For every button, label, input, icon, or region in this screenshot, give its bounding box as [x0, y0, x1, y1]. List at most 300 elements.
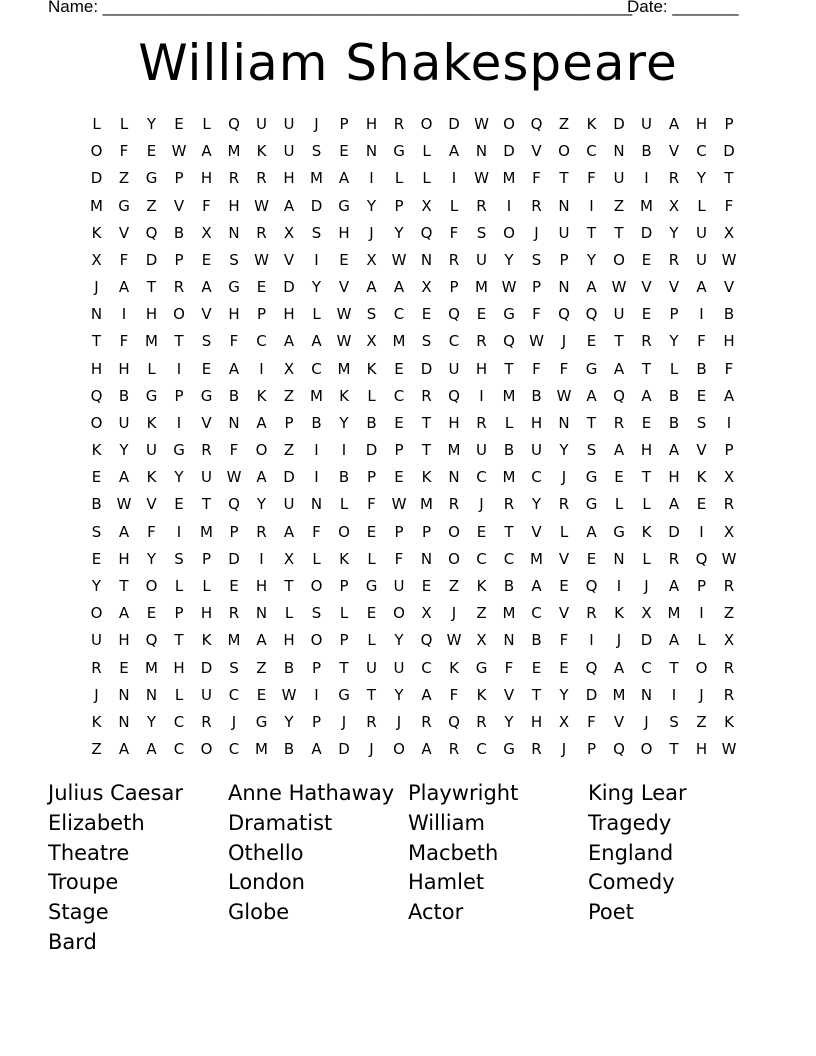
- grid-letter[interactable]: I: [314, 441, 320, 460]
- grid-letter[interactable]: R: [393, 115, 405, 134]
- grid-letter[interactable]: R: [448, 250, 460, 269]
- grid-letter[interactable]: J: [644, 577, 650, 595]
- grid-letter[interactable]: N: [255, 604, 268, 623]
- grid-letter[interactable]: P: [724, 115, 735, 134]
- grid-letter[interactable]: D: [310, 196, 323, 215]
- grid-letter[interactable]: Q: [448, 712, 461, 731]
- grid-letter[interactable]: F: [449, 685, 459, 704]
- grid-letter[interactable]: Q: [145, 223, 158, 242]
- grid-letter[interactable]: L: [147, 359, 157, 378]
- grid-letter[interactable]: V: [201, 305, 213, 324]
- grid-letter[interactable]: T: [724, 169, 735, 188]
- grid-letter[interactable]: E: [91, 468, 102, 487]
- grid-letter[interactable]: H: [668, 468, 681, 487]
- grid-letter[interactable]: S: [586, 441, 597, 460]
- grid-letter[interactable]: W: [336, 305, 352, 324]
- grid-letter[interactable]: V: [558, 549, 570, 568]
- grid-letter[interactable]: X: [91, 250, 103, 269]
- grid-letter[interactable]: C: [476, 740, 488, 759]
- grid-letter[interactable]: M: [640, 196, 654, 215]
- grid-letter[interactable]: C: [228, 740, 240, 759]
- grid-letter[interactable]: A: [421, 685, 433, 704]
- grid-letter[interactable]: O: [338, 522, 351, 541]
- grid-letter[interactable]: V: [531, 142, 543, 161]
- grid-letter[interactable]: P: [174, 169, 185, 188]
- grid-letter[interactable]: N: [503, 631, 516, 650]
- grid-letter[interactable]: F: [394, 549, 404, 568]
- grid-letter[interactable]: P: [724, 441, 735, 460]
- grid-letter[interactable]: J: [94, 278, 100, 297]
- grid-letter[interactable]: W: [721, 250, 737, 269]
- grid-letter[interactable]: M: [502, 604, 516, 623]
- grid-letter[interactable]: N: [118, 685, 131, 704]
- grid-letter[interactable]: M: [337, 359, 351, 378]
- grid-letter[interactable]: A: [586, 278, 598, 297]
- grid-letter[interactable]: M: [310, 169, 324, 188]
- grid-letter[interactable]: I: [314, 685, 320, 704]
- grid-letter[interactable]: J: [616, 631, 622, 650]
- grid-letter[interactable]: U: [201, 468, 213, 487]
- grid-letter[interactable]: T: [504, 522, 515, 541]
- grid-letter[interactable]: U: [476, 250, 488, 269]
- grid-letter[interactable]: Q: [613, 740, 626, 759]
- grid-letter[interactable]: Q: [448, 305, 461, 324]
- grid-letter[interactable]: H: [695, 740, 708, 759]
- grid-letter[interactable]: Q: [448, 386, 461, 405]
- grid-letter[interactable]: C: [448, 332, 460, 351]
- grid-letter[interactable]: L: [449, 196, 459, 215]
- grid-letter[interactable]: H: [283, 305, 296, 324]
- grid-letter[interactable]: P: [201, 549, 212, 568]
- grid-letter[interactable]: H: [118, 359, 131, 378]
- grid-letter[interactable]: N: [558, 196, 571, 215]
- grid-letter[interactable]: M: [200, 522, 214, 541]
- grid-letter[interactable]: F: [559, 359, 569, 378]
- grid-letter[interactable]: E: [421, 577, 432, 595]
- grid-letter[interactable]: Q: [585, 658, 598, 677]
- grid-letter[interactable]: R: [476, 196, 488, 215]
- grid-letter[interactable]: J: [561, 468, 567, 487]
- grid-letter[interactable]: K: [91, 223, 102, 242]
- grid-letter[interactable]: Q: [585, 577, 598, 595]
- grid-letter[interactable]: U: [696, 223, 708, 242]
- grid-letter[interactable]: E: [586, 332, 597, 351]
- grid-letter[interactable]: R: [723, 577, 735, 595]
- grid-letter[interactable]: L: [697, 196, 707, 215]
- grid-letter[interactable]: K: [449, 658, 460, 677]
- grid-letter[interactable]: S: [476, 223, 487, 242]
- grid-letter[interactable]: W: [254, 250, 270, 269]
- grid-letter[interactable]: L: [202, 577, 212, 595]
- grid-letter[interactable]: J: [396, 712, 402, 731]
- grid-letter[interactable]: F: [697, 332, 707, 351]
- grid-letter[interactable]: E: [696, 386, 707, 405]
- grid-letter[interactable]: W: [474, 169, 490, 188]
- grid-letter[interactable]: K: [339, 549, 350, 568]
- grid-letter[interactable]: F: [587, 712, 597, 731]
- grid-letter[interactable]: I: [176, 413, 182, 432]
- grid-letter[interactable]: K: [476, 577, 487, 595]
- grid-letter[interactable]: P: [696, 577, 707, 595]
- grid-letter[interactable]: Z: [723, 604, 735, 623]
- grid-letter[interactable]: W: [611, 278, 627, 297]
- grid-letter[interactable]: I: [314, 250, 320, 269]
- grid-letter[interactable]: P: [586, 740, 597, 759]
- grid-letter[interactable]: Y: [339, 413, 350, 432]
- grid-letter[interactable]: I: [699, 604, 705, 623]
- grid-letter[interactable]: H: [640, 441, 653, 460]
- grid-letter[interactable]: O: [420, 115, 433, 134]
- grid-letter[interactable]: R: [586, 604, 598, 623]
- grid-letter[interactable]: E: [201, 250, 212, 269]
- grid-letter[interactable]: T: [669, 658, 680, 677]
- grid-letter[interactable]: V: [558, 604, 570, 623]
- grid-letter[interactable]: M: [475, 278, 489, 297]
- grid-letter[interactable]: P: [559, 250, 570, 269]
- grid-letter[interactable]: K: [724, 712, 735, 731]
- grid-letter[interactable]: E: [421, 305, 432, 324]
- grid-letter[interactable]: W: [254, 196, 270, 215]
- grid-letter[interactable]: W: [391, 250, 407, 269]
- grid-letter[interactable]: X: [421, 278, 433, 297]
- grid-letter[interactable]: E: [366, 522, 377, 541]
- grid-letter[interactable]: Y: [531, 495, 542, 514]
- grid-letter[interactable]: X: [723, 468, 735, 487]
- grid-letter[interactable]: R: [256, 169, 268, 188]
- grid-letter[interactable]: O: [613, 250, 626, 269]
- grid-letter[interactable]: R: [476, 413, 488, 432]
- grid-letter[interactable]: M: [667, 604, 681, 623]
- grid-letter[interactable]: A: [668, 577, 680, 595]
- grid-letter[interactable]: R: [448, 740, 460, 759]
- grid-letter[interactable]: C: [311, 359, 323, 378]
- grid-letter[interactable]: F: [119, 250, 129, 269]
- grid-letter[interactable]: E: [696, 495, 707, 514]
- grid-letter[interactable]: B: [283, 658, 295, 677]
- grid-letter[interactable]: Z: [696, 712, 708, 731]
- grid-letter[interactable]: R: [613, 413, 625, 432]
- grid-letter[interactable]: H: [255, 577, 268, 595]
- grid-letter[interactable]: A: [668, 441, 680, 460]
- grid-letter[interactable]: T: [146, 278, 157, 297]
- grid-letter[interactable]: A: [338, 169, 350, 188]
- grid-letter[interactable]: R: [503, 495, 515, 514]
- grid-letter[interactable]: T: [284, 577, 295, 595]
- grid-letter[interactable]: P: [229, 522, 240, 541]
- grid-letter[interactable]: S: [201, 332, 212, 351]
- grid-letter[interactable]: O: [503, 115, 516, 134]
- grid-letter[interactable]: H: [338, 223, 351, 242]
- grid-letter[interactable]: Z: [118, 169, 130, 188]
- grid-letter[interactable]: K: [91, 712, 102, 731]
- grid-letter[interactable]: R: [531, 196, 543, 215]
- grid-letter[interactable]: L: [312, 305, 322, 324]
- grid-letter[interactable]: E: [476, 522, 487, 541]
- grid-letter[interactable]: O: [200, 740, 213, 759]
- grid-letter[interactable]: B: [696, 359, 708, 378]
- grid-letter[interactable]: N: [228, 413, 241, 432]
- grid-letter[interactable]: U: [256, 115, 268, 134]
- grid-letter[interactable]: I: [699, 305, 705, 324]
- grid-letter[interactable]: S: [366, 305, 377, 324]
- grid-letter[interactable]: H: [145, 305, 158, 324]
- grid-letter[interactable]: N: [475, 142, 488, 161]
- grid-letter[interactable]: N: [558, 413, 571, 432]
- grid-letter[interactable]: X: [366, 332, 378, 351]
- grid-letter[interactable]: D: [613, 115, 626, 134]
- grid-letter[interactable]: Z: [448, 577, 460, 595]
- grid-letter[interactable]: E: [476, 305, 487, 324]
- grid-letter[interactable]: T: [201, 495, 212, 514]
- grid-letter[interactable]: A: [256, 631, 268, 650]
- grid-letter[interactable]: H: [475, 359, 488, 378]
- grid-letter[interactable]: L: [92, 115, 102, 134]
- grid-letter[interactable]: A: [613, 359, 625, 378]
- grid-letter[interactable]: G: [228, 278, 241, 297]
- grid-letter[interactable]: A: [668, 631, 680, 650]
- grid-letter[interactable]: L: [394, 169, 404, 188]
- grid-letter[interactable]: E: [339, 142, 350, 161]
- grid-letter[interactable]: G: [338, 196, 351, 215]
- grid-letter[interactable]: X: [723, 522, 735, 541]
- grid-letter[interactable]: D: [723, 142, 736, 161]
- grid-letter[interactable]: B: [91, 495, 103, 514]
- grid-letter[interactable]: H: [283, 631, 296, 650]
- grid-letter[interactable]: A: [256, 468, 268, 487]
- grid-letter[interactable]: C: [586, 142, 598, 161]
- grid-letter[interactable]: A: [283, 332, 295, 351]
- grid-letter[interactable]: C: [476, 468, 488, 487]
- grid-letter[interactable]: M: [255, 740, 269, 759]
- grid-letter[interactable]: O: [90, 413, 103, 432]
- grid-letter[interactable]: J: [644, 712, 650, 731]
- grid-letter[interactable]: O: [558, 142, 571, 161]
- grid-letter[interactable]: X: [283, 549, 295, 568]
- grid-letter[interactable]: Z: [558, 115, 570, 134]
- grid-letter[interactable]: Q: [420, 223, 433, 242]
- grid-letter[interactable]: P: [174, 604, 185, 623]
- grid-letter[interactable]: B: [531, 631, 543, 650]
- grid-letter[interactable]: L: [119, 115, 129, 134]
- grid-letter[interactable]: E: [339, 250, 350, 269]
- grid-letter[interactable]: V: [668, 278, 680, 297]
- grid-letter[interactable]: E: [146, 604, 157, 623]
- grid-letter[interactable]: Y: [119, 441, 130, 460]
- grid-letter[interactable]: C: [503, 549, 515, 568]
- grid-letter[interactable]: E: [641, 305, 652, 324]
- grid-letter[interactable]: R: [723, 685, 735, 704]
- grid-letter[interactable]: M: [227, 631, 241, 650]
- grid-letter[interactable]: Q: [503, 332, 516, 351]
- grid-letter[interactable]: Q: [228, 115, 241, 134]
- grid-letter[interactable]: K: [614, 604, 625, 623]
- grid-letter[interactable]: C: [228, 685, 240, 704]
- grid-letter[interactable]: H: [118, 549, 131, 568]
- grid-letter[interactable]: A: [393, 278, 405, 297]
- grid-letter[interactable]: V: [613, 712, 625, 731]
- grid-letter[interactable]: P: [174, 250, 185, 269]
- grid-letter[interactable]: B: [503, 577, 515, 595]
- grid-letter[interactable]: H: [200, 604, 213, 623]
- grid-letter[interactable]: A: [448, 142, 460, 161]
- grid-letter[interactable]: M: [612, 685, 626, 704]
- grid-letter[interactable]: P: [339, 115, 350, 134]
- grid-letter[interactable]: J: [561, 740, 567, 759]
- grid-letter[interactable]: U: [613, 169, 625, 188]
- grid-letter[interactable]: D: [228, 549, 241, 568]
- grid-letter[interactable]: K: [366, 359, 377, 378]
- grid-letter[interactable]: X: [421, 604, 433, 623]
- grid-letter[interactable]: L: [339, 604, 349, 623]
- grid-letter[interactable]: Z: [283, 441, 295, 460]
- grid-letter[interactable]: Y: [394, 631, 405, 650]
- grid-letter[interactable]: R: [558, 495, 570, 514]
- grid-letter[interactable]: U: [118, 413, 130, 432]
- grid-letter[interactable]: E: [559, 658, 570, 677]
- grid-letter[interactable]: N: [613, 549, 626, 568]
- grid-letter[interactable]: P: [394, 522, 405, 541]
- grid-letter[interactable]: E: [91, 549, 102, 568]
- grid-letter[interactable]: B: [668, 386, 680, 405]
- grid-letter[interactable]: P: [311, 658, 322, 677]
- grid-letter[interactable]: I: [259, 359, 265, 378]
- grid-letter[interactable]: N: [118, 712, 131, 731]
- grid-letter[interactable]: Y: [311, 278, 322, 297]
- grid-letter[interactable]: B: [668, 413, 680, 432]
- grid-letter[interactable]: O: [90, 142, 103, 161]
- grid-letter[interactable]: E: [174, 115, 185, 134]
- grid-letter[interactable]: N: [640, 685, 653, 704]
- grid-letter[interactable]: X: [283, 359, 295, 378]
- grid-letter[interactable]: K: [91, 441, 102, 460]
- grid-letter[interactable]: C: [531, 468, 543, 487]
- grid-letter[interactable]: R: [668, 169, 680, 188]
- grid-letter[interactable]: H: [448, 413, 461, 432]
- grid-letter[interactable]: Y: [146, 549, 157, 568]
- grid-letter[interactable]: Y: [669, 223, 680, 242]
- grid-letter[interactable]: E: [174, 495, 185, 514]
- grid-letter[interactable]: I: [616, 577, 622, 595]
- grid-letter[interactable]: H: [118, 631, 131, 650]
- grid-letter[interactable]: F: [724, 196, 734, 215]
- grid-letter[interactable]: U: [531, 441, 543, 460]
- grid-letter[interactable]: Z: [91, 740, 103, 759]
- grid-letter[interactable]: T: [641, 468, 652, 487]
- grid-letter[interactable]: U: [283, 142, 295, 161]
- grid-letter[interactable]: T: [504, 359, 515, 378]
- grid-letter[interactable]: M: [90, 196, 104, 215]
- grid-letter[interactable]: K: [586, 115, 597, 134]
- grid-letter[interactable]: M: [227, 142, 241, 161]
- grid-letter[interactable]: G: [393, 142, 406, 161]
- grid-letter[interactable]: Y: [394, 685, 405, 704]
- grid-letter[interactable]: W: [171, 142, 187, 161]
- grid-letter[interactable]: F: [504, 658, 514, 677]
- grid-letter[interactable]: E: [531, 658, 542, 677]
- grid-letter[interactable]: T: [174, 631, 185, 650]
- grid-letter[interactable]: S: [229, 658, 240, 677]
- grid-letter[interactable]: G: [173, 441, 186, 460]
- grid-letter[interactable]: D: [640, 631, 653, 650]
- grid-letter[interactable]: K: [146, 468, 157, 487]
- grid-letter[interactable]: J: [231, 712, 237, 731]
- grid-letter[interactable]: E: [394, 413, 405, 432]
- grid-letter[interactable]: R: [173, 278, 185, 297]
- grid-letter[interactable]: A: [531, 577, 543, 595]
- grid-letter[interactable]: O: [448, 522, 461, 541]
- grid-letter[interactable]: V: [723, 278, 735, 297]
- grid-letter[interactable]: P: [394, 196, 405, 215]
- grid-letter[interactable]: L: [697, 631, 707, 650]
- grid-letter[interactable]: V: [283, 250, 295, 269]
- grid-letter[interactable]: W: [116, 495, 132, 514]
- grid-letter[interactable]: F: [559, 631, 569, 650]
- grid-letter[interactable]: F: [147, 522, 157, 541]
- grid-letter[interactable]: J: [479, 495, 485, 514]
- grid-letter[interactable]: P: [394, 441, 405, 460]
- grid-letter[interactable]: R: [668, 250, 680, 269]
- grid-letter[interactable]: D: [640, 223, 653, 242]
- grid-letter[interactable]: A: [641, 386, 653, 405]
- grid-letter[interactable]: J: [369, 223, 375, 242]
- grid-letter[interactable]: A: [668, 495, 680, 514]
- grid-letter[interactable]: O: [640, 740, 653, 759]
- grid-letter[interactable]: L: [202, 115, 212, 134]
- grid-letter[interactable]: O: [695, 658, 708, 677]
- grid-letter[interactable]: A: [311, 332, 323, 351]
- grid-letter[interactable]: R: [668, 549, 680, 568]
- grid-letter[interactable]: O: [255, 441, 268, 460]
- grid-letter[interactable]: B: [228, 386, 240, 405]
- grid-letter[interactable]: W: [556, 386, 572, 405]
- grid-letter[interactable]: M: [502, 386, 516, 405]
- grid-letter[interactable]: C: [421, 658, 433, 677]
- grid-letter[interactable]: D: [283, 468, 296, 487]
- grid-letter[interactable]: X: [283, 223, 295, 242]
- grid-letter[interactable]: W: [226, 468, 242, 487]
- grid-letter[interactable]: Q: [145, 631, 158, 650]
- grid-letter[interactable]: T: [586, 413, 597, 432]
- grid-letter[interactable]: T: [339, 658, 350, 677]
- grid-letter[interactable]: S: [311, 223, 322, 242]
- grid-letter[interactable]: W: [721, 740, 737, 759]
- grid-letter[interactable]: W: [391, 495, 407, 514]
- grid-letter[interactable]: D: [338, 740, 351, 759]
- grid-letter[interactable]: U: [91, 631, 103, 650]
- grid-letter[interactable]: X: [366, 250, 378, 269]
- grid-letter[interactable]: B: [503, 441, 515, 460]
- grid-letter[interactable]: O: [393, 740, 406, 759]
- grid-letter[interactable]: V: [696, 441, 708, 460]
- grid-letter[interactable]: A: [421, 740, 433, 759]
- grid-letter[interactable]: X: [476, 631, 488, 650]
- grid-letter[interactable]: A: [613, 441, 625, 460]
- grid-letter[interactable]: V: [641, 278, 653, 297]
- grid-letter[interactable]: V: [146, 495, 158, 514]
- grid-letter[interactable]: R: [421, 386, 433, 405]
- grid-letter[interactable]: C: [393, 386, 405, 405]
- grid-letter[interactable]: F: [532, 359, 542, 378]
- grid-letter[interactable]: D: [448, 115, 461, 134]
- grid-letter[interactable]: Y: [256, 495, 267, 514]
- grid-letter[interactable]: S: [91, 522, 102, 541]
- grid-letter[interactable]: H: [530, 413, 543, 432]
- grid-letter[interactable]: N: [448, 468, 461, 487]
- grid-letter[interactable]: D: [200, 658, 213, 677]
- grid-letter[interactable]: O: [90, 604, 103, 623]
- grid-letter[interactable]: Q: [558, 305, 571, 324]
- grid-letter[interactable]: L: [174, 577, 184, 595]
